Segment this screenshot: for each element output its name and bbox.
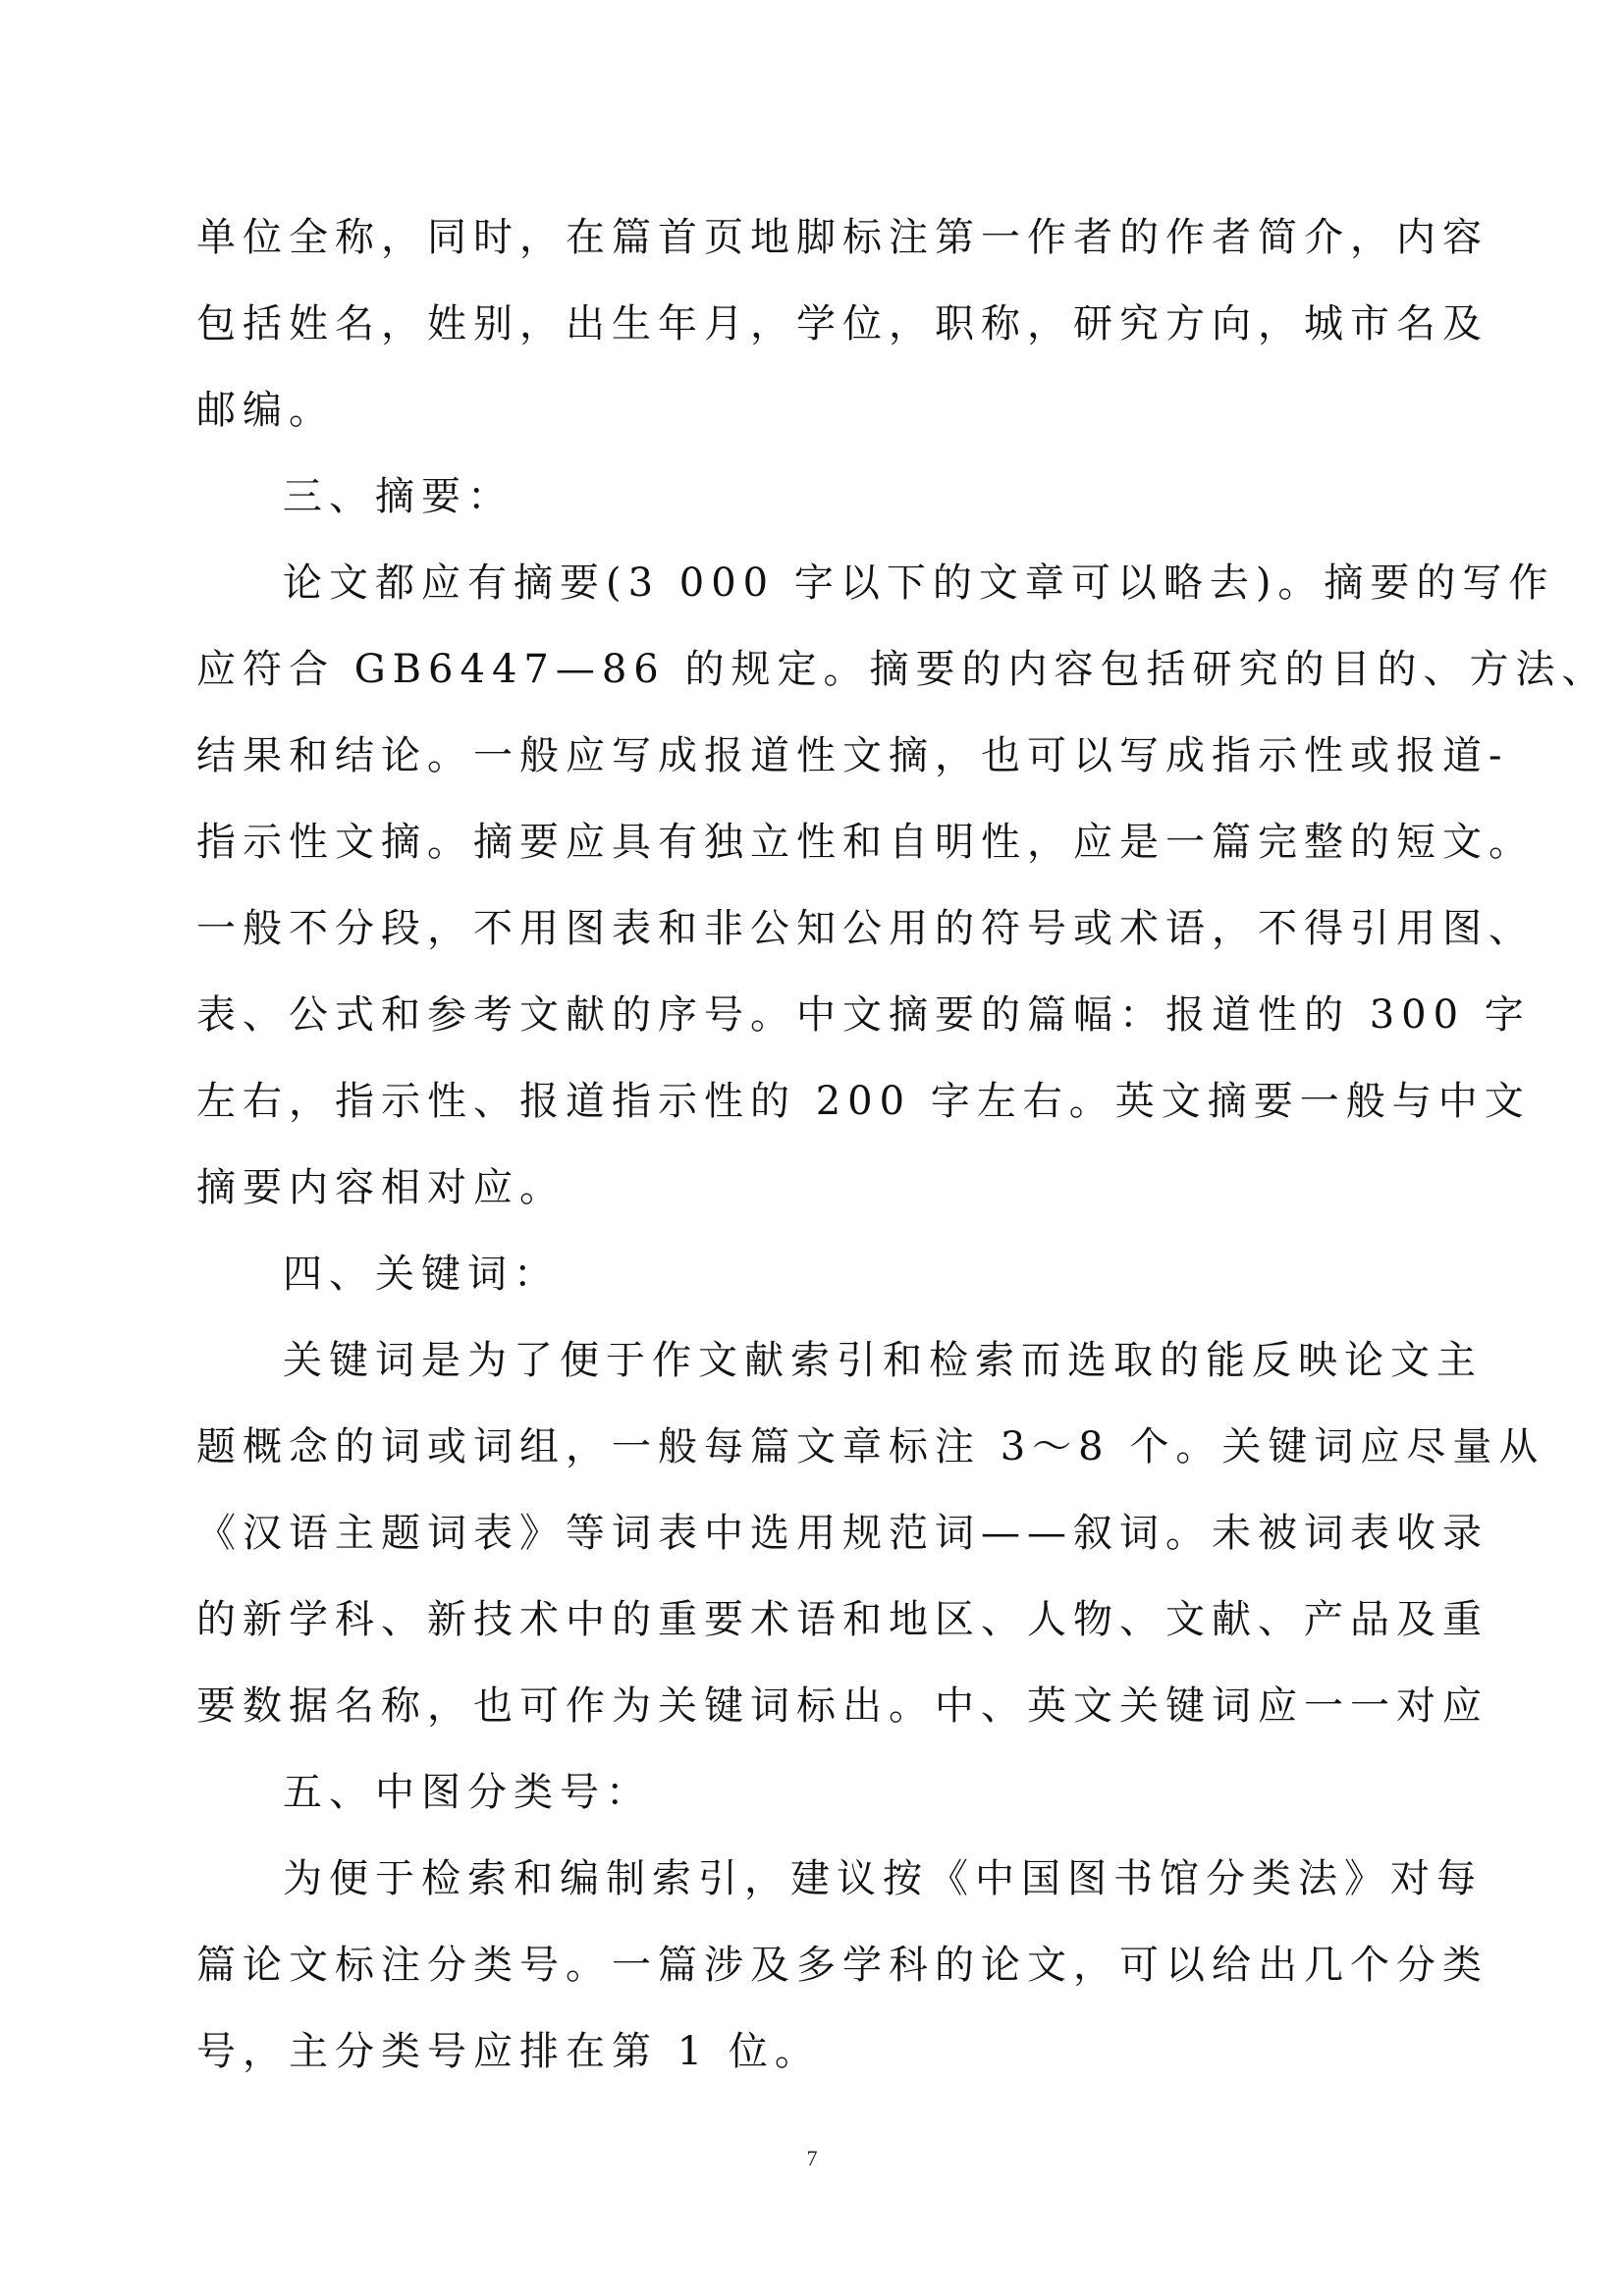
text-line: 题概念的词或词组，一般每篇文章标注 3～8 个。关键词应尽量从 bbox=[196, 1424, 1545, 1469]
text-line: 单位全称，同时，在篇首页地脚标注第一作者的作者简介，内容 bbox=[196, 215, 1489, 260]
text-line: 一般不分段，不用图表和非公知公用的符号或术语，不得引用图、 bbox=[196, 906, 1535, 951]
text-line: 关键词是为了便于作文献索引和检索而选取的能反映论文主 bbox=[283, 1338, 1483, 1383]
text-line: 论文都应有摘要(3 000 字以下的文章可以略去)。摘要的写作 bbox=[283, 561, 1555, 606]
text-line: 要数据名称，也可作为关键词标出。中、英文关键词应一一对应 bbox=[196, 1683, 1489, 1729]
text-line: 应符合 GB6447—86 的规定。摘要的内容包括研究的目的、方法、 bbox=[196, 647, 1608, 692]
text-line: 篇论文标注分类号。一篇涉及多学科的论文，可以给出几个分类 bbox=[196, 1943, 1489, 1988]
text-line: 为便于检索和编制索引，建议按《中国图书馆分类法》对每 bbox=[283, 1856, 1483, 1901]
section-heading-classification: 五、中图分类号： bbox=[283, 1770, 652, 1815]
section-heading-abstract: 三、摘要： bbox=[283, 474, 514, 519]
section-heading-keywords: 四、关键词： bbox=[283, 1252, 560, 1297]
text-line: 摘要内容相对应。 bbox=[196, 1165, 566, 1210]
body-text bbox=[196, 194, 1608, 2095]
text-line: 表、公式和参考文献的序号。中文摘要的篇幅：报道性的 300 字 bbox=[196, 992, 1531, 1038]
text-line: 邮编。 bbox=[196, 388, 335, 433]
text-line: 《汉语主题词表》等词表中选用规范词——叙词。未被词表收录 bbox=[196, 1511, 1489, 1556]
text-line: 左右，指示性、报道指示性的 200 字左右。英文摘要一般与中文 bbox=[196, 1079, 1531, 1124]
text-line: 包括姓名，姓别，出生年月，学位，职称，研究方向，城市名及 bbox=[196, 301, 1489, 347]
text-line: 结果和结论。一般应写成报道性文摘，也可以写成指示性或报道- bbox=[196, 733, 1509, 778]
page-number: 7 bbox=[806, 2146, 818, 2170]
text-line: 号，主分类号应排在第 1 位。 bbox=[196, 2029, 821, 2074]
text-line: 的新学科、新技术中的重要术语和地区、人物、文献、产品及重 bbox=[196, 1597, 1489, 1642]
text-line: 指示性文摘。摘要应具有独立性和自明性，应是一篇完整的短文。 bbox=[196, 820, 1535, 865]
